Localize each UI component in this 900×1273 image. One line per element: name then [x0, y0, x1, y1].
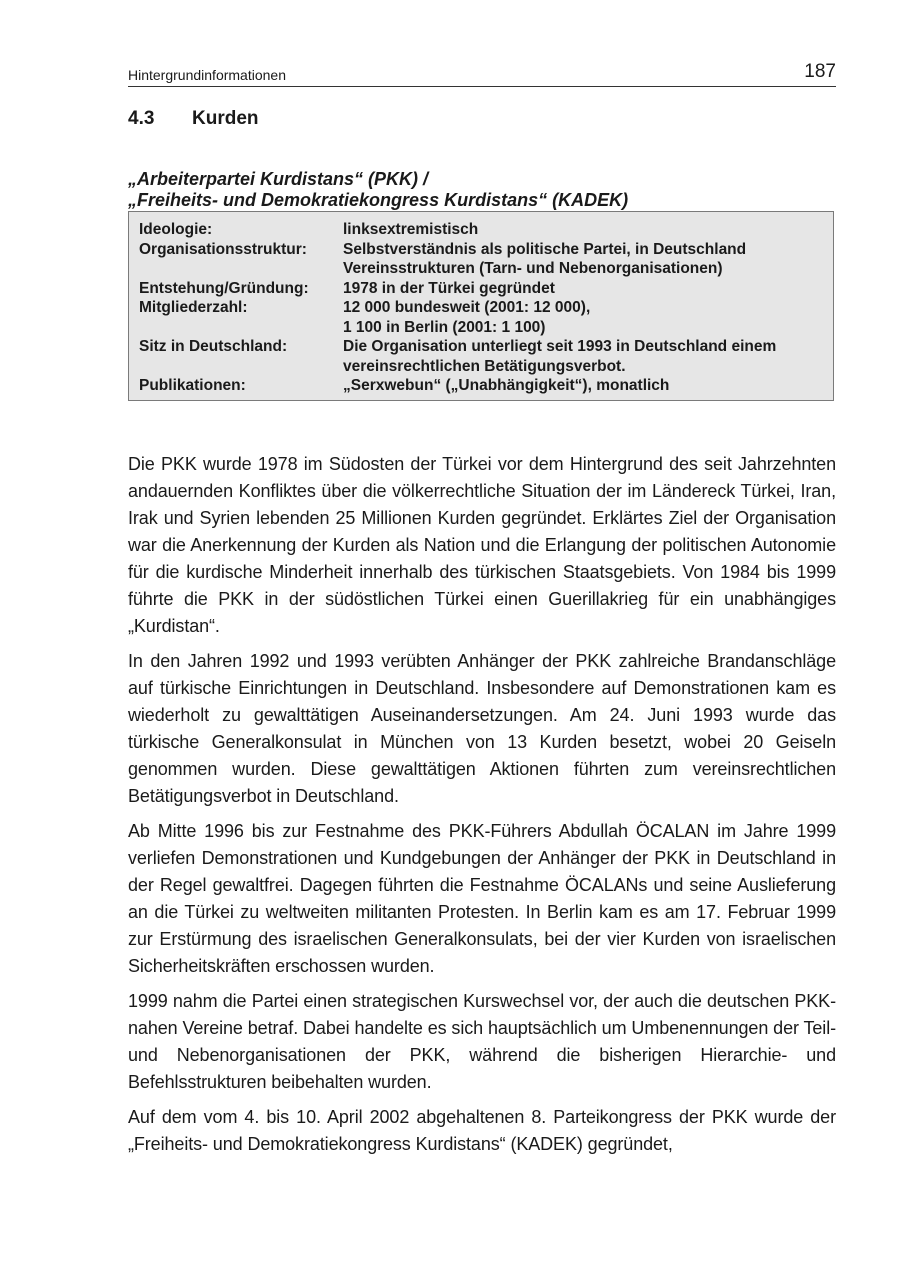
section-number: 4.3 — [128, 108, 155, 129]
paragraph: Auf dem vom 4. bis 10. April 2002 abgehaltenen 8. Parteikongress der PKK wurde der „Freiheits- und Demokratiekongress Kurdistans“ (KADEK) gegründet, — [128, 1107, 836, 1154]
section-title: Kurden — [192, 108, 259, 129]
page-header — [128, 62, 836, 87]
info-value: „Serxwebun“ („Unabhängigkeit“), monatlich — [343, 377, 670, 394]
section-heading — [128, 108, 259, 130]
body-text — [128, 451, 836, 1166]
info-row-structure — [139, 240, 823, 279]
info-row-members — [139, 298, 823, 337]
info-label: Sitz in Deutschland: — [139, 338, 288, 355]
paragraph: Ab Mitte 1996 bis zur Festnahme des PKK-Führers Abdullah ÖCALAN im Jahre 1999 verliefen Demonstrationen und Kundgebungen der Anhänger der PKK in Deutschland in der Regel gewaltfrei. Dagegen führten die Festnahme ÖCALANs und seine Auslieferung an die Türkei zu weltweiten militanten Protesten. In Berlin kam es am 17. Februar 1999 zur Erstürmung des israelischen Generalkonsulats, bei der vier Kurden von israelischen Sicherheitskräften erschossen wurden. — [128, 821, 836, 976]
organization-title-line-2: „Freiheits- und Demokratiekongress Kurdistans“ (KADEK) — [128, 190, 629, 210]
paragraph: Die PKK wurde 1978 im Südosten der Türkei vor dem Hintergrund des seit Jahrzehnten andauernden Konfliktes über die völkerrechtliche Situation der im Ländereck Türkei, Iran, Irak und Syrien lebenden 25 Millionen Kurden gegründet. Erklärtes Ziel der Organisation war die Anerkennung der Kurden als Nation und die Erlangung der politischen Autonomie für die kurdische Minderheit innerhalb des türkischen Staatsgebiets. Von 1984 bis 1999 führte die PKK in der südöstlichen Türkei einen Guerillakrieg für ein unabhängiges „Kurdistan“. — [128, 454, 836, 636]
info-box — [128, 211, 834, 401]
info-value: Die Organisation unterliegt seit 1993 in Deutschland einem vereinsrechtlichen Betätigungsverbot. — [343, 338, 777, 375]
info-row-ideology — [139, 220, 823, 240]
organization-title-line-1: „Arbeiterpartei Kurdistans“ (PKK) / — [128, 169, 429, 189]
info-value: linksextremistisch — [343, 221, 479, 238]
page-number: 187 — [804, 61, 836, 82]
info-label: Publikationen: — [139, 377, 246, 394]
info-label: Mitgliederzahl: — [139, 299, 248, 316]
paragraph: 1999 nahm die Partei einen strategischen Kurswechsel vor, der auch die deutschen PKK-nahen Vereine betraf. Dabei handelte es sich hauptsächlich um Umbenennungen der Teil- und Nebenorganisationen der PKK, während die bisherigen Hierarchie- und Befehlsstrukturen beibehalten wurden. — [128, 991, 836, 1092]
info-label: Ideologie: — [139, 221, 213, 238]
info-value: 1978 in der Türkei gegründet — [343, 279, 555, 297]
organization-title — [128, 169, 836, 211]
info-row-seat — [139, 337, 823, 376]
paragraph: In den Jahren 1992 und 1993 verübten Anhänger der PKK zahlreiche Brandanschläge auf türkische Einrichtungen in Deutschland. Insbesondere auf Demonstrationen kam es wiederholt zu gewalttätigen Auseinandersetzungen. Am 24. Juni 1993 wurde das türkische Generalkonsulat in München von 13 Kurden besetzt, wobei 20 Geiseln genommen wurden. Diese gewalttätigen Aktionen führten zum vereinsrechtlichen Betätigungsverbot in Deutschland. — [128, 651, 836, 806]
running-title: Hintergrundinformationen — [128, 67, 286, 83]
info-row-founding — [139, 279, 823, 299]
info-value: Selbstverständnis als politische Partei, in Deutschland Vereinsstrukturen (Tarn- und Nebenorganisationen) — [343, 240, 747, 277]
info-label: Organisationsstruktur: — [139, 240, 307, 258]
info-row-publications — [139, 376, 823, 396]
info-label: Entstehung/Gründung: — [139, 279, 309, 297]
info-value: 12 000 bundesweit (2001: 12 000), 1 100 in Berlin (2001: 1 100) — [343, 299, 591, 336]
